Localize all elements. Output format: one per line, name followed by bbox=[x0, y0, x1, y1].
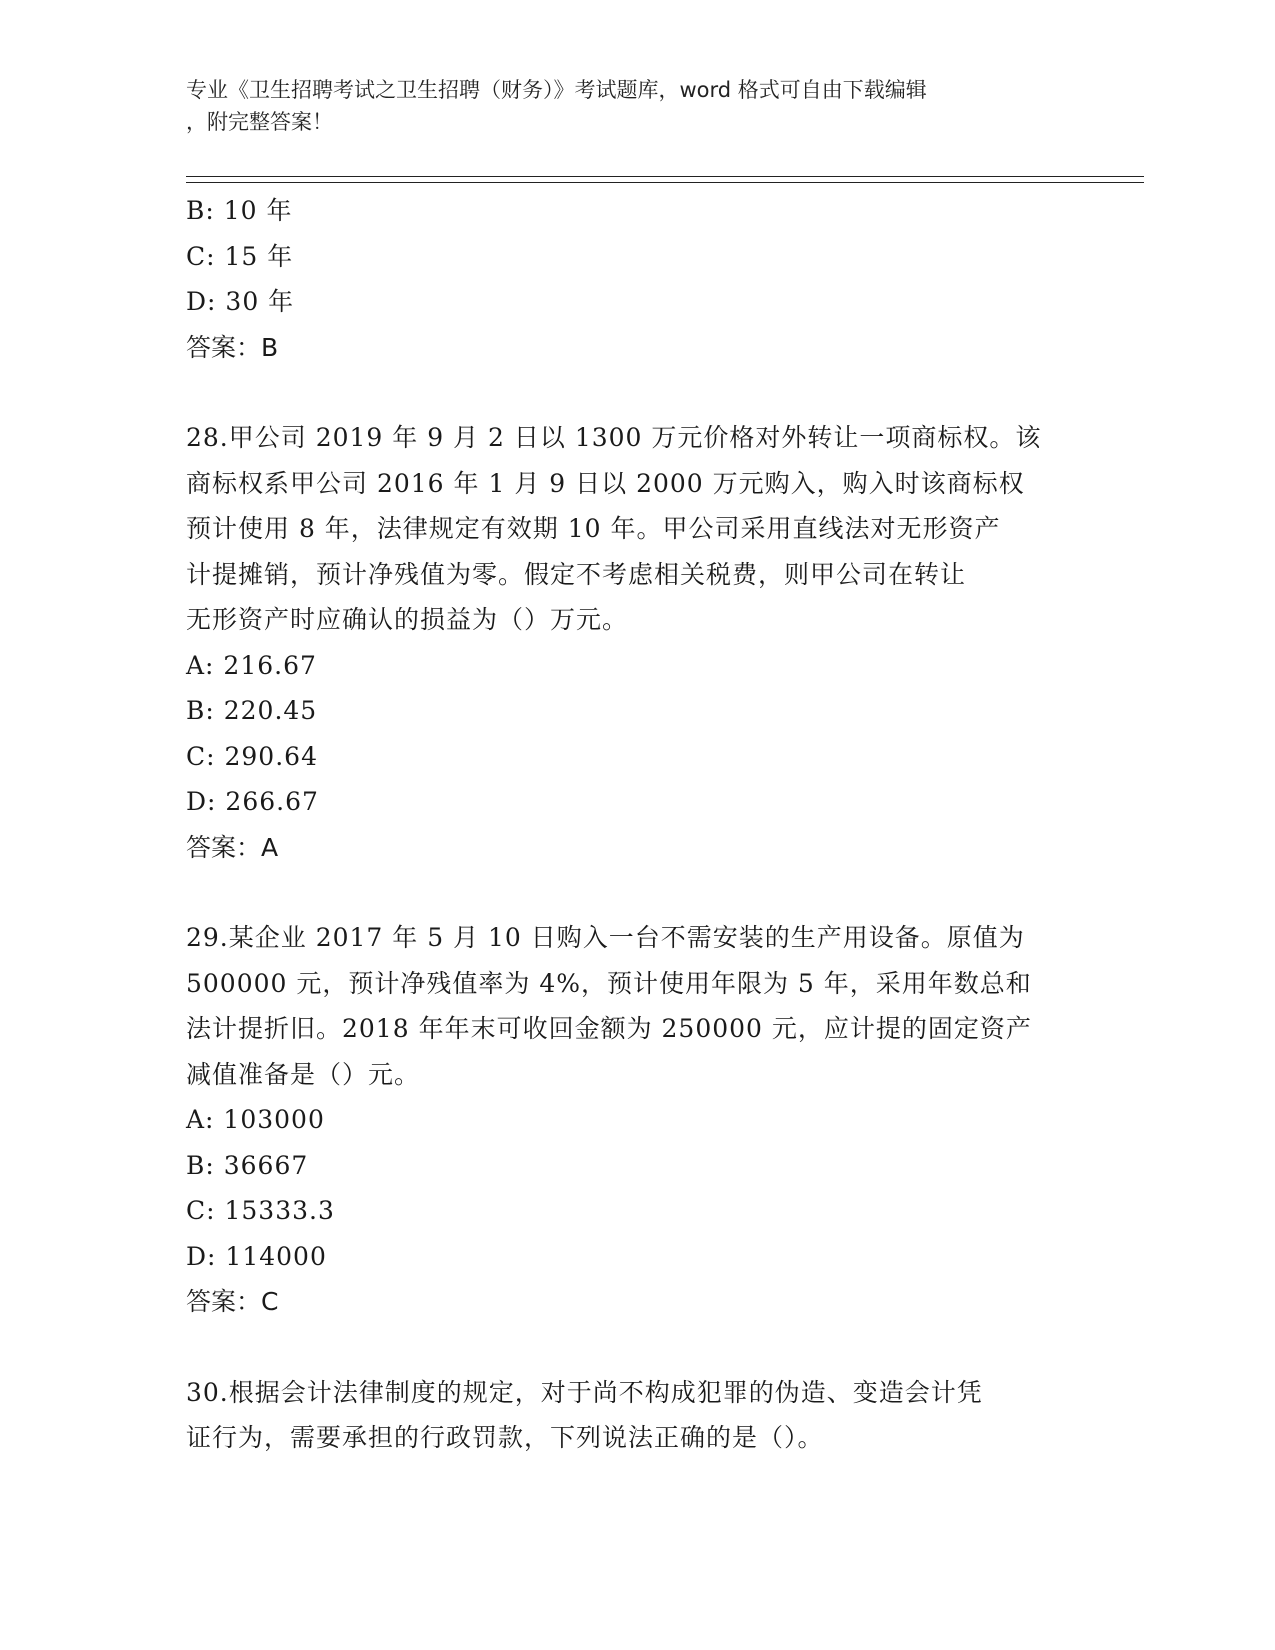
question-29 bbox=[186, 915, 1066, 1325]
question-28 bbox=[186, 415, 1066, 870]
option-b: B: 220.45 bbox=[186, 696, 318, 725]
option-d: D: 30 年 bbox=[186, 287, 295, 316]
question-stem-line: 证行为，需要承担的行政罚款，下列说法正确的是（）。 bbox=[186, 1423, 824, 1452]
question-stem-line: 计提摊销，预计净残值为零。假定不考虑相关税费，则甲公司在转让 bbox=[186, 559, 967, 589]
header-line-1: 专业《卫生招聘考试之卫生招聘（财务）》考试题库，word 格式可自由下载编辑 bbox=[186, 78, 927, 102]
document-header bbox=[186, 74, 1066, 138]
document-body bbox=[186, 188, 1066, 1461]
option-a: A: 103000 bbox=[186, 1105, 325, 1134]
header-divider-top bbox=[186, 176, 1144, 177]
option-d: D: 114000 bbox=[186, 1241, 327, 1271]
question-27-tail bbox=[186, 188, 1066, 370]
option-a: A: 216.67 bbox=[186, 650, 317, 680]
question-stem-line: 28.甲公司 2019 年 9 月 2 日以 1300 万元价格对外转让一项商标权。该 bbox=[186, 423, 1042, 452]
question-stem-line: 500000 元，预计净残值率为 4%，预计使用年限为 5 年，采用年数总和 bbox=[186, 968, 1032, 998]
question-stem-line: 减值准备是（）元。 bbox=[186, 1059, 421, 1089]
option-b: B: 36667 bbox=[186, 1150, 309, 1180]
question-stem-line: 法计提折旧。2018 年年末可收回金额为 250000 元，应计提的固定资产 bbox=[186, 1014, 1032, 1043]
question-stem-line: 30.根据会计法律制度的规定，对于尚不构成犯罪的伪造、变造会计凭 bbox=[186, 1377, 983, 1407]
answer-line: 答案：C bbox=[186, 1287, 279, 1316]
question-stem-line: 无形资产时应确认的损益为（）万元。 bbox=[186, 605, 629, 634]
question-30 bbox=[186, 1370, 1066, 1461]
header-line-2: ，附完整答案！ bbox=[186, 110, 333, 134]
answer-line: 答案：A bbox=[186, 832, 279, 862]
option-c: C: 15 年 bbox=[186, 241, 294, 271]
option-c: C: 15333.3 bbox=[186, 1196, 335, 1225]
question-stem-line: 29.某企业 2017 年 5 月 10 日购入一台不需安装的生产用设备。原值为 bbox=[186, 923, 1025, 952]
option-b: B: 10 年 bbox=[186, 196, 293, 225]
option-d: D: 266.67 bbox=[186, 787, 319, 816]
option-c: C: 290.64 bbox=[186, 741, 318, 771]
question-stem-line: 商标权系甲公司 2016 年 1 月 9 日以 2000 万元购入，购入时该商标权 bbox=[186, 468, 1025, 498]
answer-line: 答案：B bbox=[186, 332, 279, 362]
question-stem-line: 预计使用 8 年，法律规定有效期 10 年。甲公司采用直线法对无形资产 bbox=[186, 514, 1001, 543]
header-divider-bottom bbox=[186, 182, 1144, 183]
